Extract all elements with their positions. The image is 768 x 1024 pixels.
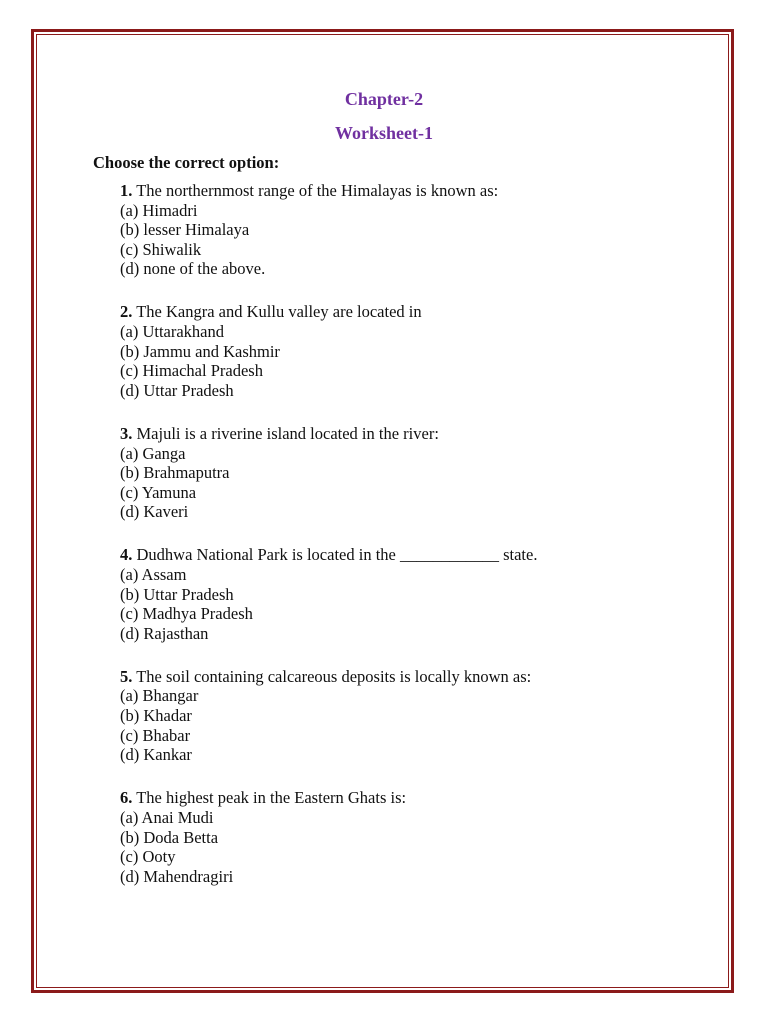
- option-a: (a) Assam: [120, 565, 187, 584]
- question-2: [120, 302, 700, 400]
- option-c: (c) Shiwalik: [120, 239, 202, 259]
- question-text: [120, 545, 700, 565]
- option-d: (d) none of the above.: [120, 259, 266, 279]
- option-d: (d) Mahendragiri: [120, 866, 234, 886]
- question-stem: The Kangra and Kullu valley are located in: [132, 302, 422, 322]
- question-text: [120, 302, 700, 322]
- question-stem: The soil containing calcareous deposits is locally known as:: [132, 666, 532, 686]
- option-d: (d) Uttar Pradesh: [120, 380, 234, 400]
- option-a: (a) Anai Mudi: [120, 807, 214, 827]
- question-1: [120, 181, 700, 279]
- worksheet-title: Worksheet-1: [335, 123, 433, 143]
- question-text: [120, 181, 700, 201]
- question-3: [120, 424, 700, 522]
- question-text: [120, 788, 700, 808]
- question-number: 6.: [120, 788, 133, 808]
- question-number: 1.: [120, 181, 133, 200]
- question-4: [120, 545, 700, 643]
- option-b: (b) Doda Betta: [120, 827, 219, 847]
- question-5: [120, 667, 700, 765]
- question-text: [120, 667, 700, 687]
- question-number: 3.: [120, 423, 133, 443]
- option-c: (c) Ooty: [120, 847, 176, 867]
- question-list: [120, 181, 700, 910]
- option-b: (b) Uttar Pradesh: [120, 584, 234, 604]
- question-number: 2.: [120, 302, 133, 322]
- question-text: [120, 424, 700, 444]
- option-d: (d) Kaveri: [120, 502, 189, 522]
- instruction-text: Choose the correct option:: [93, 153, 280, 172]
- option-b: (b) Jammu and Kashmir: [120, 341, 280, 361]
- option-a: (a) Himadri: [120, 200, 198, 220]
- option-b: (b) lesser Himalaya: [120, 220, 250, 240]
- option-a: (a) Ganga: [120, 443, 186, 463]
- option-d: (d) Kankar: [120, 745, 192, 765]
- question-number: 4.: [120, 545, 133, 565]
- question-number: 5.: [120, 666, 133, 686]
- option-d: (d) Rajasthan: [120, 623, 209, 643]
- question-stem: Majuli is a riverine island located in the river:: [132, 423, 439, 443]
- option-a: (a) Uttarakhand: [120, 322, 224, 342]
- question-stem: Dudhwa National Park is located in the ____________ state.: [132, 545, 538, 565]
- option-b: (b) Khadar: [120, 706, 192, 726]
- option-a: (a) Bhangar: [120, 686, 199, 706]
- option-c: (c) Madhya Pradesh: [120, 604, 253, 624]
- question-6: [120, 788, 700, 886]
- question-stem: The highest peak in the Eastern Ghats is:: [132, 788, 407, 808]
- chapter-title: Chapter-2: [344, 89, 424, 109]
- question-stem: The northernmost range of the Himalayas is known as:: [132, 181, 499, 200]
- option-b: (b) Brahmaputra: [120, 463, 230, 483]
- option-c: (c) Bhabar: [120, 725, 191, 745]
- option-c: (c) Yamuna: [120, 482, 197, 502]
- option-c: (c) Himachal Pradesh: [120, 361, 263, 381]
